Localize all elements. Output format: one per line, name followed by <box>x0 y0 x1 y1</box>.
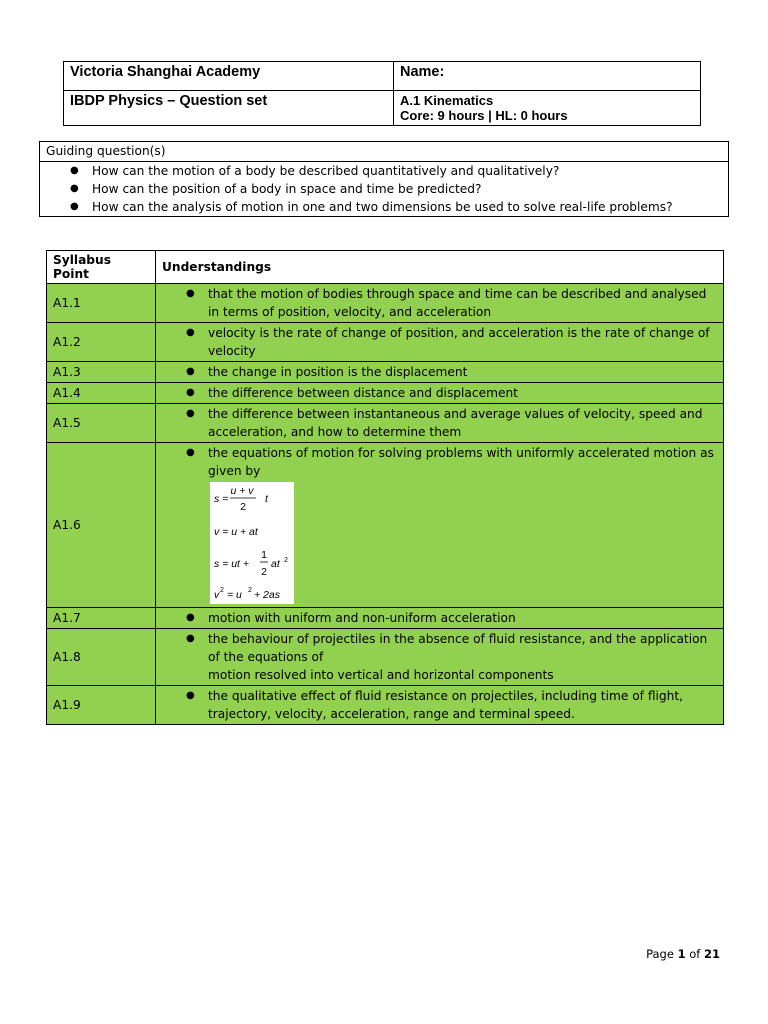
eq4-b: = u <box>227 589 242 601</box>
table-row <box>47 686 724 725</box>
eq3-sup: 2 <box>284 557 288 564</box>
understanding: ● motion with uniform and non-uniform acceleration <box>156 608 724 629</box>
syllabus-point: A1.4 <box>47 383 156 404</box>
guiding-question: ● How can the position of a body in space and time be predicted? <box>40 180 728 198</box>
col-understandings: Understandings <box>156 251 724 284</box>
understanding: ● velocity is the rate of change of position, and acceleration is the rate of change of velocity <box>156 323 724 362</box>
eq1-lhs: s = <box>214 493 229 505</box>
bullet-icon: ● <box>186 633 195 644</box>
bullet-icon: ● <box>186 447 195 458</box>
eq4-sup1: 2 <box>220 587 224 594</box>
table-row <box>47 404 724 443</box>
understanding: ● the equations of motion for solving problems with uniformly accelerated motion as given by s = u + v 2 t v = u + at s = ut + 1 2 at 2 v 2 = u 2 + 2as <box>156 443 724 608</box>
bullet-icon: ● <box>186 690 195 701</box>
understanding: ● the qualitative effect of fluid resistance on projectiles, including time of flight, trajectory, velocity, acceleration, range and terminal speed. <box>156 686 724 725</box>
syllabus-point: A1.5 <box>47 404 156 443</box>
understanding: ● the difference between instantaneous and average values of velocity, speed and acceleration, and how to determine them <box>156 404 724 443</box>
syllabus-point: A1.1 <box>47 284 156 323</box>
eq3-rhs: at <box>271 558 280 570</box>
page-number: Page 1 of 21 <box>646 947 720 961</box>
bullet-icon: ● <box>186 327 195 338</box>
syllabus-point: A1.3 <box>47 362 156 383</box>
col-syllabus-point: Syllabus Point <box>47 251 156 284</box>
syllabus-point: A1.7 <box>47 608 156 629</box>
school-name: Victoria Shanghai Academy <box>64 62 394 91</box>
eq4-a: v <box>214 589 220 601</box>
syllabus-point: A1.2 <box>47 323 156 362</box>
table-row <box>47 323 724 362</box>
eq3-den: 2 <box>261 566 267 578</box>
topic-cell <box>394 91 701 126</box>
eq4-sup2: 2 <box>248 587 252 594</box>
guiding-question: ● How can the motion of a body be described quantitatively and qualitatively? <box>40 162 728 180</box>
topic-hours: Core: 9 hours | HL: 0 hours <box>400 108 568 123</box>
equations-of-motion-image <box>210 482 294 604</box>
table-row <box>47 383 724 404</box>
bullet-icon: ● <box>186 408 195 419</box>
eq1-den: 2 <box>240 501 246 513</box>
bullet-icon: ● <box>186 612 195 623</box>
syllabus-point: A1.8 <box>47 629 156 686</box>
table-row <box>47 284 724 323</box>
bullet-icon: ● <box>186 366 195 377</box>
syllabus-point: A1.9 <box>47 686 156 725</box>
name-label: Name: <box>394 62 701 91</box>
eq3-lhs: s = ut + <box>214 558 250 570</box>
guiding-questions-list <box>40 162 728 216</box>
understanding: ● that the motion of bodies through space and time can be described and analysed in terms of position, velocity, and acceleration <box>156 284 724 323</box>
syllabus-point: A1.6 <box>47 443 156 608</box>
eq1-num: u + v <box>230 485 254 497</box>
table-row <box>47 443 724 608</box>
guiding-question: ● How can the analysis of motion in one and two dimensions be used to solve real-life problems? <box>40 198 728 216</box>
bullet-icon: ● <box>186 387 195 398</box>
eq3-num: 1 <box>261 549 267 561</box>
understanding: ● the change in position is the displacement <box>156 362 724 383</box>
eq4-c: + 2as <box>254 589 280 601</box>
syllabus-table <box>46 250 724 725</box>
table-row <box>47 629 724 686</box>
guiding-questions-box <box>39 141 729 217</box>
understanding: ● the behaviour of projectiles in the absence of fluid resistance, and the application of the equations of motion resolved into vertical and horizontal components <box>156 629 724 686</box>
syllabus-header-row <box>47 251 724 284</box>
eq2: v = u + at <box>214 526 258 538</box>
understanding: ● the difference between distance and displacement <box>156 383 724 404</box>
eq1-t: t <box>265 493 268 505</box>
bullet-icon: ● <box>186 288 195 299</box>
table-row <box>47 362 724 383</box>
table-row <box>47 608 724 629</box>
guiding-title: Guiding question(s) <box>40 142 728 162</box>
header-table <box>63 61 701 126</box>
topic-title: A.1 Kinematics <box>400 93 494 108</box>
course-title: IBDP Physics – Question set <box>64 91 394 126</box>
